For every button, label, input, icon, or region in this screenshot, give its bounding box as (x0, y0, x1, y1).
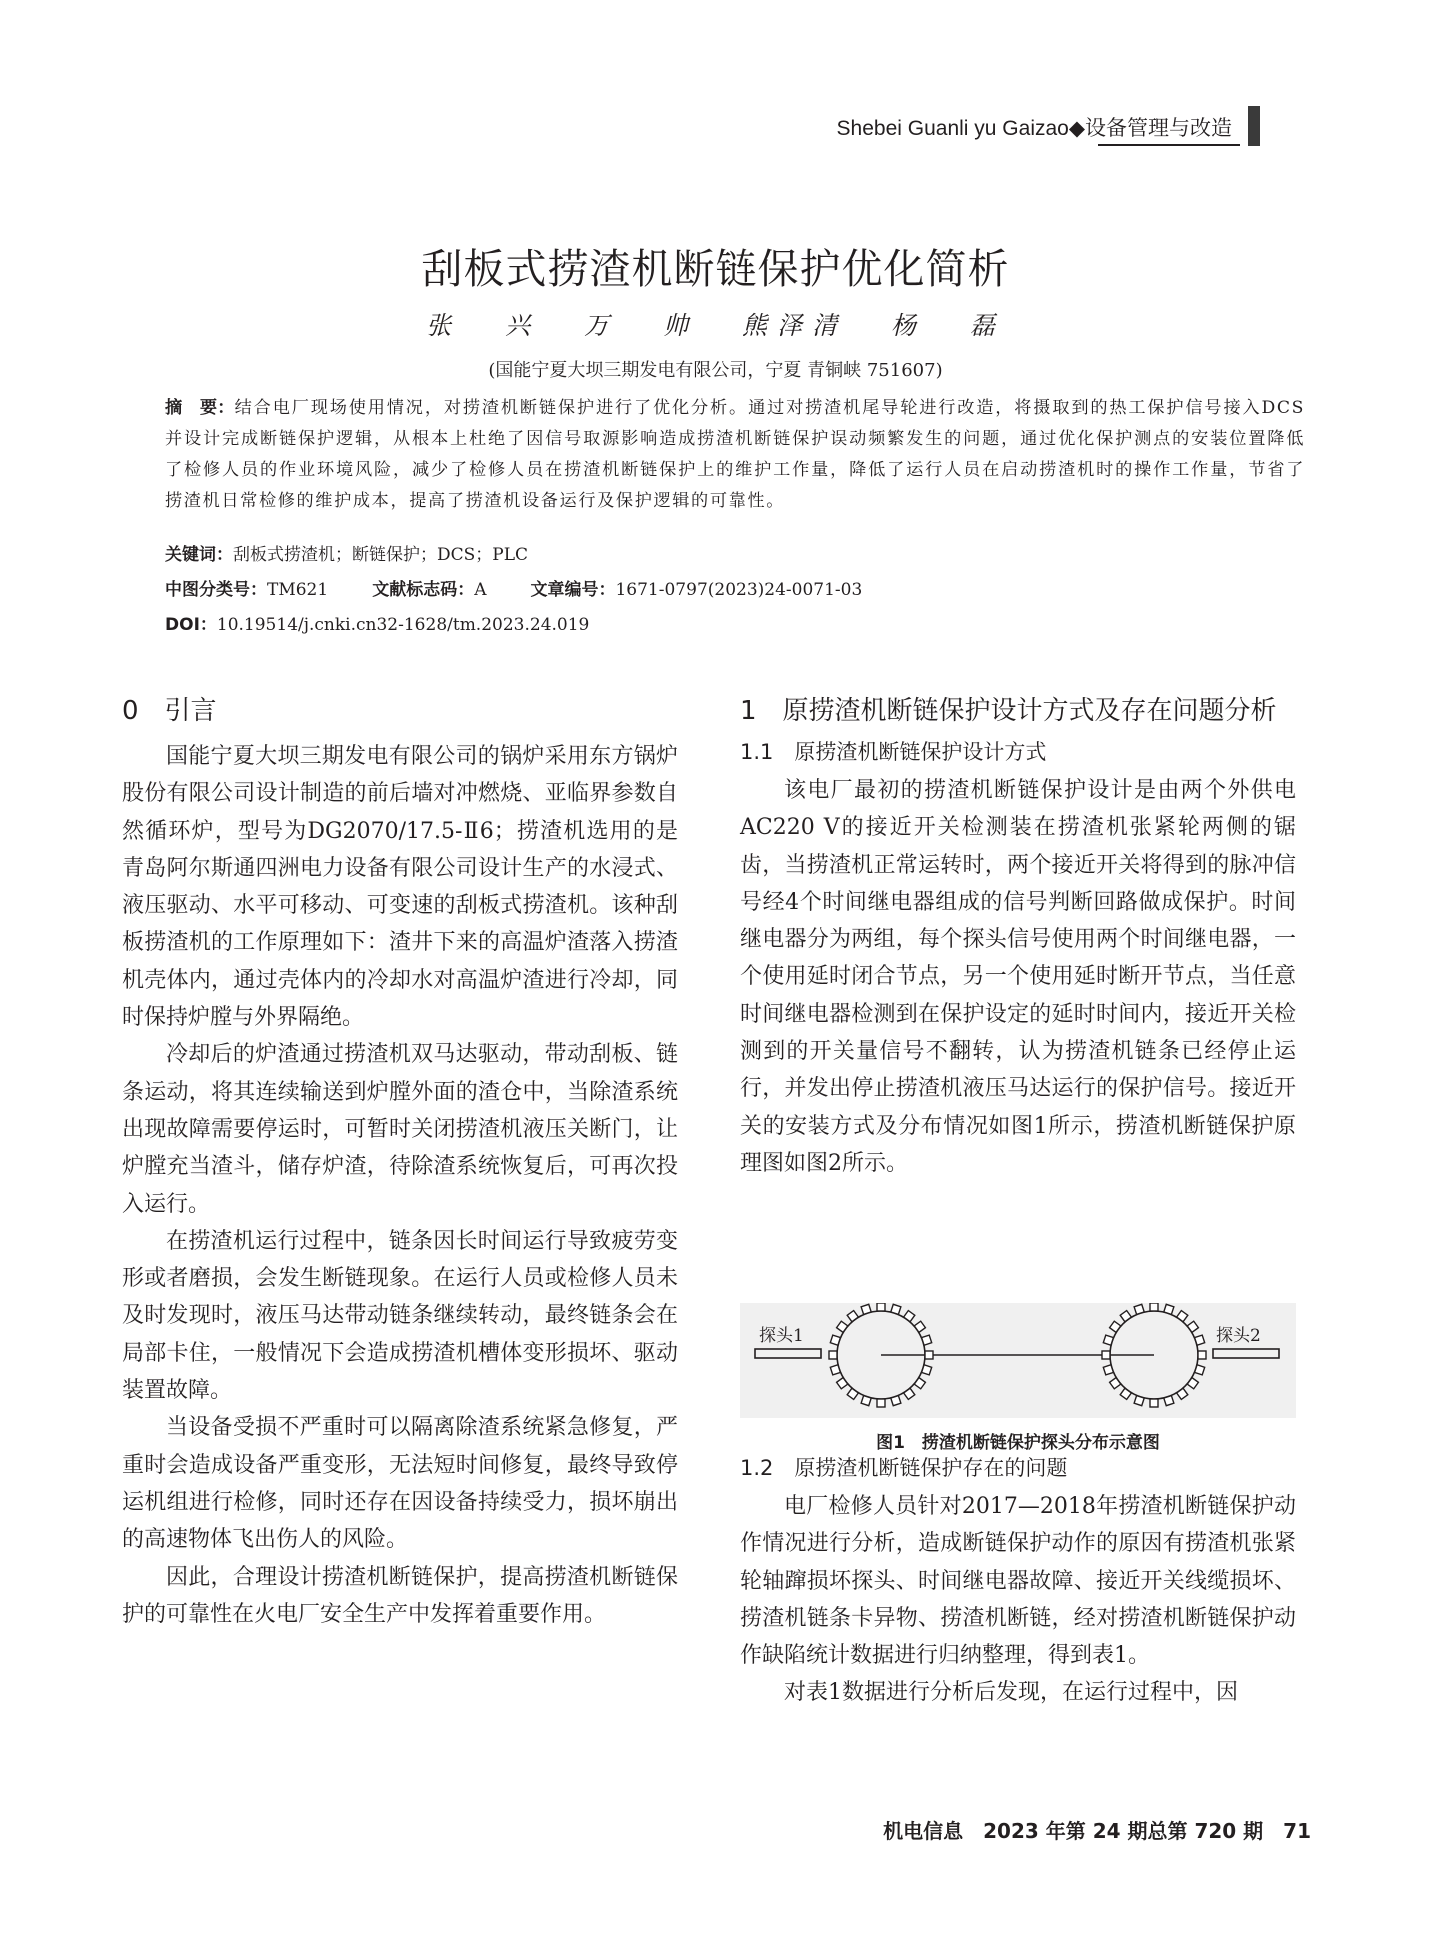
clc-value: TM621 (267, 580, 329, 600)
sprocket-tooth (914, 1378, 925, 1389)
sprocket-tooth (922, 1365, 932, 1375)
running-header (836, 112, 1260, 146)
probe-2-shape (1213, 1349, 1279, 1358)
sprocket-tooth (847, 1311, 858, 1322)
sprocket-tooth (1110, 1321, 1121, 1332)
left-column (122, 690, 678, 1633)
article-number-value: 1671-0797(2023)24-0071-03 (615, 580, 863, 600)
sprocket-tooth (837, 1378, 848, 1389)
sprocket-tooth (1120, 1388, 1131, 1399)
sprocket-tooth (1164, 1396, 1174, 1406)
sprocket-tooth (1198, 1351, 1206, 1359)
section-heading-intro: 0 引言 (122, 696, 217, 726)
sprocket-tooth (1150, 1399, 1158, 1407)
sprocket-tooth (925, 1351, 933, 1359)
sprocket-tooth (1103, 1335, 1113, 1345)
author-list: 张 兴 万 帅 熊泽清 杨 磊 (426, 311, 1005, 340)
sprocket-tooth (877, 1399, 885, 1407)
figure-1-caption: 图1 捞渣机断链保护探头分布示意图 (876, 1433, 1160, 1453)
paragraph: 国能宁夏大坝三期发电有限公司的锅炉采用东方锅炉股份有限公司设计制造的前后墙对冲燃烧、亚临界参数自然循环炉，型号为DG2070/17.5-Ⅱ6；捞渣机选用的是青岛阿尔斯通四洲电力设备有限公司设计生产的水浸式、液压驱动、水平可移动、可变速的刮板式捞渣机。该种刮板捞渣机的工作原理如下：渣井下来的高温炉渣落入捞渣机壳体内，通过壳体内的冷却水对高温炉渣进行冷却，同时保持炉膛与外界隔绝。 (122, 744, 678, 1031)
sprocket-tooth (1187, 1321, 1198, 1332)
sprocket-tooth (1120, 1311, 1131, 1322)
sprocket-tooth (1177, 1311, 1188, 1322)
clc-label: 中图分类号： (165, 580, 267, 600)
article-number-label: 文章编号： (530, 580, 616, 600)
sprocket-tooth (891, 1396, 901, 1406)
paragraph: 电厂检修人员针对2017—2018年捞渣机断链保护动作情况进行分析，造成断链保护动作的原因有捞渣机张紧轮轴蹿损坏探头、时间继电器故障、接近开关线缆损坏、捞渣机链条卡异物、捞渣机断链，经对捞渣机断链保护动作缺陷统计数据进行归纳整理，得到表1。 (740, 1494, 1296, 1669)
paper-title: 刮板式捞渣机断链保护优化简析 (421, 245, 1010, 293)
doi-line (165, 610, 589, 635)
sprocket-tooth (830, 1335, 840, 1345)
header-bar (1248, 106, 1260, 146)
sprocket-tooth (1150, 1303, 1158, 1311)
paragraph: 因此，合理设计捞渣机断链保护，提高捞渣机断链保护的可靠性在火电厂安全生产中发挥着重要作用。 (122, 1564, 678, 1627)
abstract-text: 结合电厂现场使用情况，对捞渣机断链保护进行了优化分析。通过对捞渣机尾导轮进行改造，将摄取到的热工保护信号接入DCS并设计完成断链保护逻辑，从根本上杜绝了因信号取源影响造成捞渣机断链保护误动频繁发生的问题，通过优化保护测点的安装位置降低了检修人员的作业环境风险，减少了检修人员在捞渣机断链保护上的维护工作量，降低了运行人员在启动捞渣机时的操作工作量，节省了捞渣机日常检修的维护成本，提高了捞渣机设备运行及保护逻辑的可靠性。 (165, 398, 1305, 511)
sprocket-tooth (1134, 1396, 1144, 1406)
keywords (165, 540, 528, 565)
sprocket-tooth (1164, 1304, 1174, 1314)
sprocket-tooth (1187, 1378, 1198, 1389)
paragraph: 当设备受损不严重时可以隔离除渣系统紧急修复，严重时会造成设备严重变形，无法短时间修复，最终导致停运机组进行检修，同时还存在因设备持续受力，损坏崩出的高速物体飞出伤人的风险。 (122, 1415, 678, 1553)
sprocket-tooth (1102, 1351, 1110, 1359)
subsection-heading-1-1: 1.1 原捞渣机断链保护设计方式 (740, 740, 1047, 764)
paragraph: 在捞渣机运行过程中，链条因长时间运行导致疲劳变形或者磨损，会发生断链现象。在运行人员或检修人员未及时发现时，液压马达带动链条继续转动，最终链条会在局部卡住，一般情况下会造成捞渣机槽体变形损坏、驱动装置故障。 (122, 1228, 678, 1404)
sprocket-tooth (1134, 1304, 1144, 1314)
sprocket-tooth (904, 1311, 915, 1322)
sprocket-tooth (877, 1303, 885, 1311)
classification-line (165, 575, 862, 600)
probe-2-label: 探头2 (1216, 1326, 1261, 1346)
paragraph: 该电厂最初的捞渣机断链保护设计是由两个外供电AC220 V的接近开关检测装在捞渣机张紧轮两侧的锯齿，当捞渣机正常运转时，两个接近开关将得到的脉冲信号经4个时间继电器组成的信号判断回路做成保护。时间继电器分为两组，每个探头信号使用两个时间继电器，一个使用延时闭合节点，另一个使用延时断开节点，当任意时间继电器检测到在保护设定的延时时间内，接近开关检测到的开关量信号不翻转，认为捞渣机链条已经停止运行，并发出停止捞渣机液压马达运行的保护信号。接近开关的安装方式及分布情况如图1所示，捞渣机断链保护原理图如图2所示。 (740, 778, 1296, 1176)
sprocket-tooth (847, 1388, 858, 1399)
sprocket-tooth (1195, 1335, 1205, 1345)
sprocket-tooth (861, 1304, 871, 1314)
figure-1 (740, 1303, 1296, 1418)
sprocket-tooth (1195, 1365, 1205, 1375)
header-rule (1098, 144, 1240, 146)
affiliation: (国能宁夏大坝三期发电有限公司，宁夏 青铜峡 751607) (488, 360, 943, 381)
keywords-label: 关键词： (165, 545, 233, 565)
doi-value: 10.19514/j.cnki.cn32-1628/tm.2023.24.019 (216, 615, 590, 635)
doi-label: DOI： (165, 615, 217, 635)
sprocket-tooth (830, 1365, 840, 1375)
doc-code-label: 文献标志码： (372, 580, 475, 600)
sprocket-tooth (861, 1396, 871, 1406)
keywords-text: 刮板式捞渣机；断链保护；DCS；PLC (233, 545, 529, 565)
sprocket-tooth (1110, 1378, 1121, 1389)
paragraph: 冷却后的炉渣通过捞渣机双马达驱动，带动刮板、链条运动，将其连续输送到炉膛外面的渣仓中，当除渣系统出现故障需要停运时，可暂时关闭捞渣机液压关断门，让炉膛充当渣斗，储存炉渣，待除渣系统恢复后，可再次投入运行。 (122, 1042, 678, 1217)
sprocket-tooth (1103, 1365, 1113, 1375)
abstract-label: 摘 要： (165, 398, 235, 418)
probe-1-label: 探头1 (759, 1326, 804, 1346)
sprocket-tooth (837, 1321, 848, 1332)
running-title: Shebei Guanli yu Gaizao◆设备管理与改造 (836, 117, 1232, 140)
sprocket-tooth (1177, 1388, 1188, 1399)
sprocket-tooth (829, 1351, 837, 1359)
right-column (740, 690, 1296, 1182)
abstract (165, 393, 1305, 517)
sprocket-tooth (904, 1388, 915, 1399)
page-footer: 机电信息 2023 年第 24 期总第 720 期 71 (883, 1819, 1311, 1843)
probe-layout-diagram (740, 1303, 1296, 1418)
section-heading-1: 1 原捞渣机断链保护设计方式及存在问题分析 (740, 696, 1277, 726)
sprocket-tooth (891, 1304, 901, 1314)
sprocket-tooth (922, 1335, 932, 1345)
sprocket-tooth (914, 1321, 925, 1332)
doc-code-value: A (474, 580, 487, 600)
paragraph: 对表1数据进行分析后发现，在运行过程中，因 (784, 1680, 1238, 1706)
right-column-lower (740, 1448, 1296, 1712)
probe-1-shape (755, 1349, 821, 1358)
subsection-heading-1-2: 1.2 原捞渣机断链保护存在的问题 (740, 1456, 1068, 1480)
